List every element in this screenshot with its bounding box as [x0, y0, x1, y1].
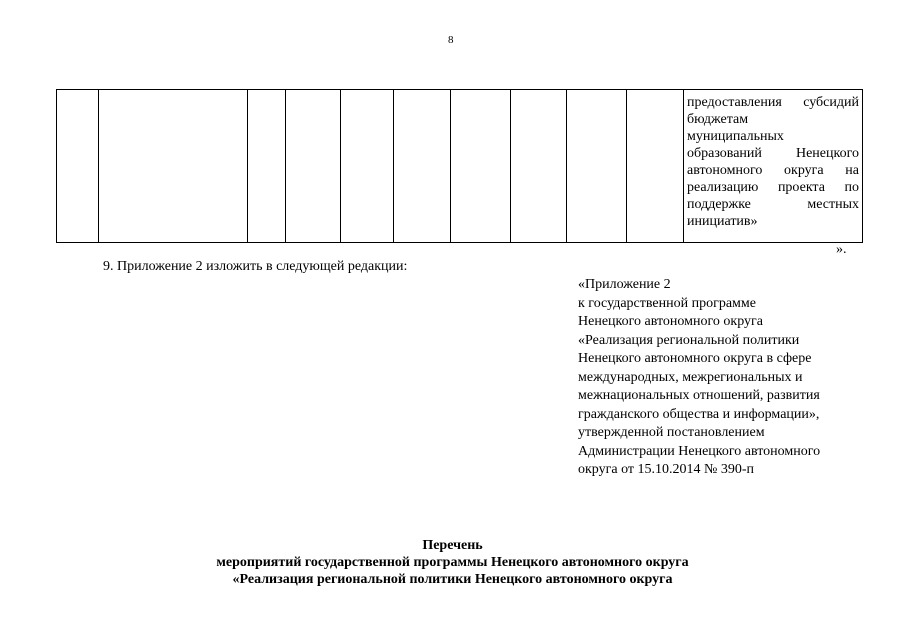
page-number: 8	[448, 34, 454, 46]
document-title	[0, 537, 905, 588]
cell-text-line: инициатив»	[687, 214, 758, 229]
cell-text-line: образований Ненецкого	[687, 146, 859, 161]
table-cell-event-text	[684, 90, 863, 243]
appendix-header-line: международных, межрегиональных и	[578, 369, 803, 385]
appendix-header-line: «Реализация региональной политики	[578, 332, 800, 348]
cell-text-line: поддержке местных	[687, 197, 859, 212]
table-cell	[394, 90, 451, 243]
title-line: «Реализация региональной политики Ненецкого автономного округа	[232, 572, 673, 587]
table-cell	[341, 90, 394, 243]
appendix-header-line: Ненецкого автономного округа	[578, 314, 763, 329]
table-row	[57, 90, 863, 243]
appendix-header-line: округа от 15.10.2014 № 390-п	[578, 462, 755, 477]
cell-text-line: предоставления субсидий	[687, 95, 859, 110]
appendix-header-line: «Приложение 2	[578, 277, 671, 292]
appendix-header-line: к государственной программе	[578, 295, 756, 311]
cell-text-line: муниципальных	[687, 129, 784, 144]
appendix-header-line: гражданского общества и информации»,	[578, 406, 820, 422]
title-line: мероприятий государственной программы Ненецкого автономного округа	[216, 555, 689, 570]
appendix-header-line: Ненецкого автономного округа в сфере	[578, 351, 812, 366]
table-cell	[567, 90, 627, 243]
table-cell	[248, 90, 286, 243]
table-cell	[286, 90, 341, 243]
title-line: Перечень	[422, 538, 483, 553]
appendix-header-line: межнациональных отношений, развития	[578, 388, 820, 403]
continued-table	[56, 89, 863, 243]
amendment-item-9: 9. Приложение 2 изложить в следующей редакции:	[103, 259, 408, 274]
table-cell	[57, 90, 99, 243]
table-cell	[627, 90, 684, 243]
appendix-header-line: Администрации Ненецкого автономного	[578, 443, 821, 459]
appendix-header	[578, 276, 820, 480]
cell-text-line: бюджетам	[687, 112, 749, 127]
appendix-header-line: утвержденной постановлением	[578, 425, 765, 440]
closing-quote: ».	[836, 242, 847, 257]
cell-text-line: реализацию проекта по	[687, 180, 859, 195]
table-cell	[451, 90, 511, 243]
table-cell	[99, 90, 248, 243]
cell-text-line: автономного округа на	[687, 163, 859, 178]
table-cell	[511, 90, 567, 243]
